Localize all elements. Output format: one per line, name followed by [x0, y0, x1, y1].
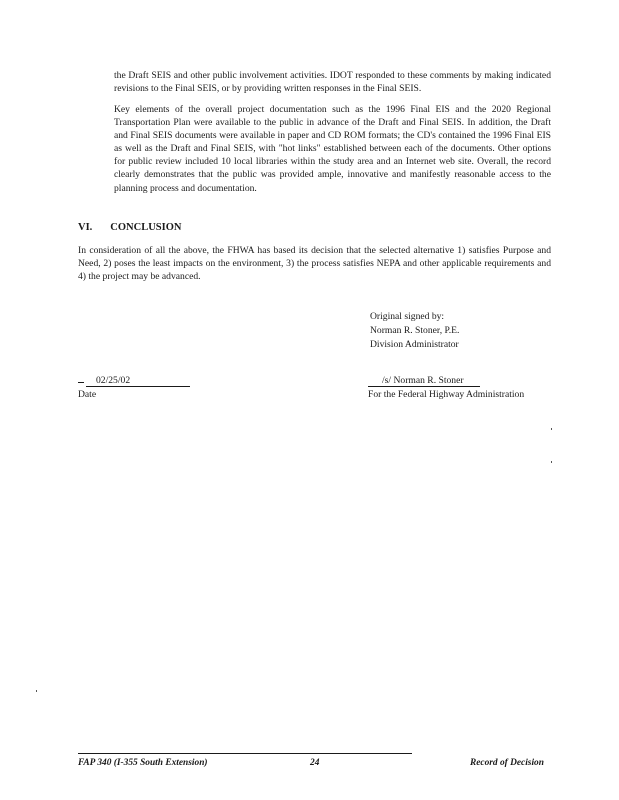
- section-title: CONCLUSION: [110, 222, 182, 233]
- signature-block: [370, 310, 459, 352]
- section-heading-conclusion: [78, 222, 181, 233]
- signed-text: /s/ Norman R. Stoner: [382, 375, 464, 386]
- paragraph-documentation: Key elements of the overall project documentation such as the 1996 Final EIS and the 2020 Regional Transportation Plan were available to the public in advance of the Draft and Final SEIS. In addition, the Draft and Final SEIS documents were available in paper and CD ROM formats; the CD's contained the 1996 Final EIS as well as the Draft and Final SEIS, with "hot links" established between each of the documents. Other options for public review included 10 local libraries within the study area and an Internet web site. Overall, the record clearly demonstrates that the public was provided ample, innovative and manifestly reasonable access to the planning process and documentation.: [114, 104, 551, 194]
- signature-note: Original signed by:: [370, 311, 445, 322]
- signed-field: [368, 374, 524, 402]
- date-field: [78, 374, 190, 402]
- signer-name: Norman R. Stoner, P.E.: [370, 325, 460, 336]
- paragraph-conclusion: In consideration of all the above, the FHWA has based its decision that the selected alternative 1) satisfies Purpose and Need, 2) poses the least impacts on the environment, 3) the process satisfies NEPA and other applicable requirements and 4) the project may be advanced.: [78, 245, 551, 283]
- scan-speck: [36, 690, 37, 692]
- scan-speck: [551, 428, 552, 430]
- section-number: VI.: [78, 222, 93, 233]
- signed-value: [368, 375, 480, 387]
- footer-rule: [78, 753, 412, 754]
- footer-project: FAP 340 (I-355 South Extension): [78, 758, 208, 768]
- paragraph-public-involvement: the Draft SEIS and other public involvement activities. IDOT responded to these comments by making indicated revisions to the Final SEIS, or by providing written responses in the Final SEIS.: [114, 70, 551, 95]
- signed-caption: For the Federal Highway Administration: [368, 389, 525, 400]
- signer-title: Division Administrator: [370, 339, 459, 350]
- footer-page-number: 24: [310, 758, 320, 768]
- footer-document-title: Record of Decision: [470, 758, 544, 768]
- date-label: Date: [78, 389, 97, 400]
- date-leader-line: [78, 382, 84, 383]
- scan-speck: [551, 461, 552, 463]
- date-value: 02/25/02: [86, 375, 190, 387]
